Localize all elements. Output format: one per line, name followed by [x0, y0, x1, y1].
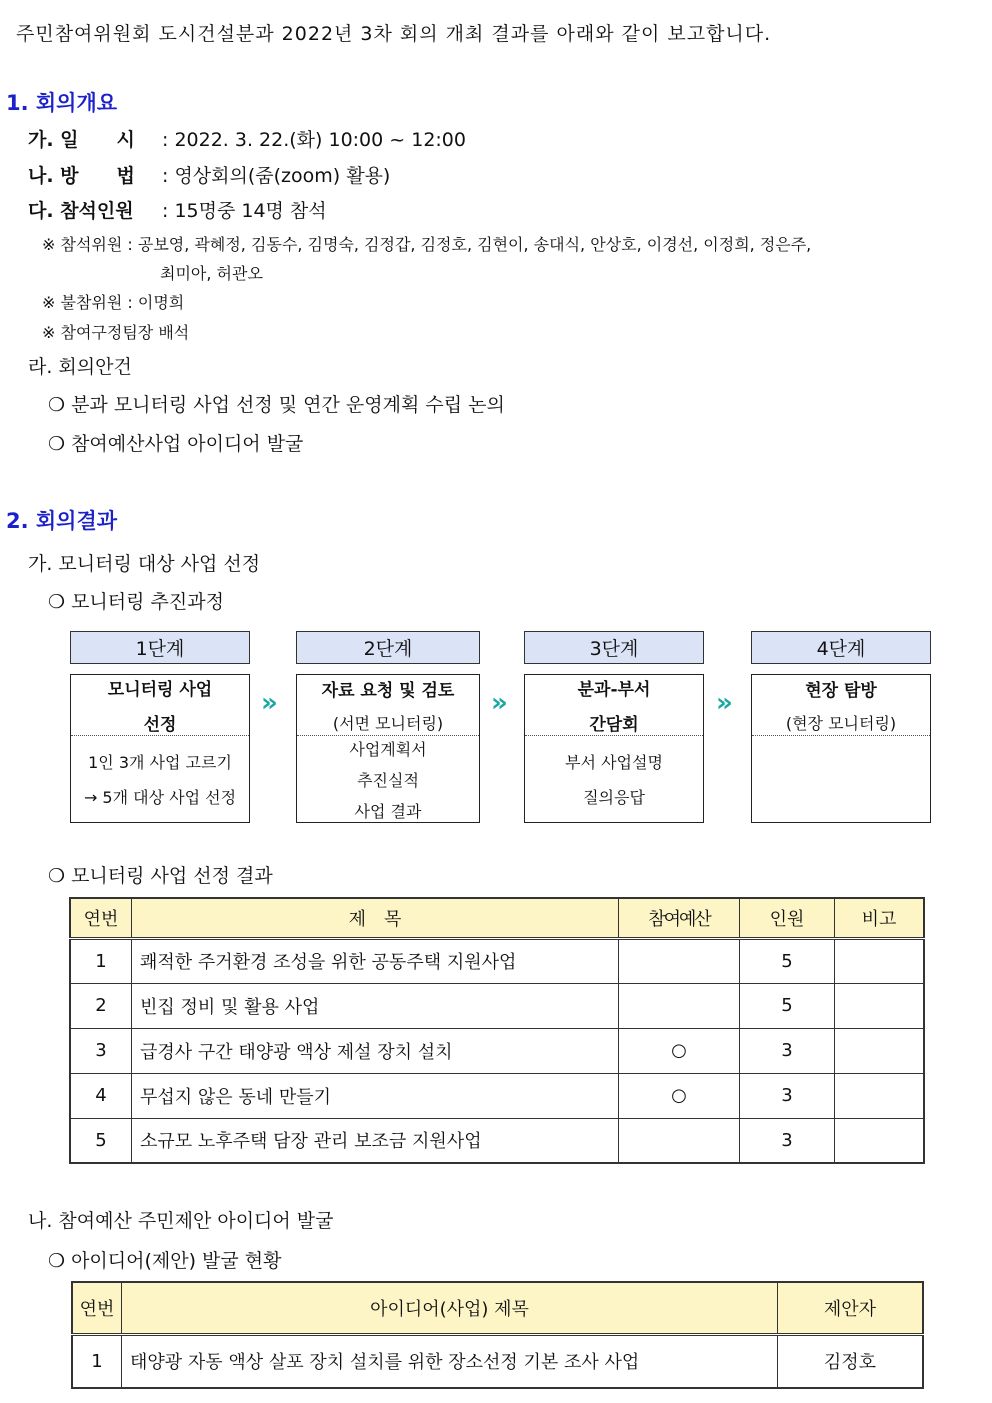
stage-4-header: 4단계 — [751, 631, 931, 664]
cell-count: 5 — [740, 938, 835, 983]
cell-number: 3 — [70, 1028, 132, 1073]
stage-subtitle: (서면 모니터링) — [332, 714, 444, 733]
table-row — [70, 1073, 924, 1118]
cell-number: 5 — [70, 1118, 132, 1163]
table-row — [70, 1118, 924, 1163]
double-chevron-right-icon: » — [716, 688, 733, 718]
stage-subtitle: (현장 모니터링) — [785, 714, 897, 733]
result-label: ❍ 모니터링 사업 선정 결과 — [48, 865, 273, 887]
sub-a-title: 가. 모니터링 대상 사업 선정 — [28, 553, 261, 575]
section2-title: 2. 회의결과 — [6, 509, 118, 533]
table-row — [72, 1334, 923, 1388]
cell-budget — [619, 938, 740, 983]
cell-note — [835, 1028, 925, 1073]
stage-line: 1인 3개 사업 고르기 — [88, 753, 232, 772]
stage-title: 모니터링 사업 — [107, 680, 213, 700]
col-header: 참여예산 — [619, 898, 740, 938]
stage-3-header: 3단계 — [524, 631, 704, 664]
col-header: 연번 — [72, 1282, 122, 1334]
idea-table — [71, 1281, 924, 1389]
table-header-row — [72, 1282, 923, 1334]
cell-note — [835, 1073, 925, 1118]
stage-line: 사업계획서 — [349, 739, 427, 759]
stage-2-header: 2단계 — [296, 631, 480, 664]
agenda-item: ❍ 분과 모니터링 사업 선정 및 연간 운영계획 수립 논의 — [48, 394, 505, 416]
stage-1-header: 1단계 — [70, 631, 250, 664]
stage-line: 사업 결과 — [354, 801, 422, 821]
cell-budget: ○ — [619, 1028, 740, 1073]
cell-title: 무섭지 않은 동네 만들기 — [132, 1073, 619, 1118]
col-header: 연번 — [70, 898, 132, 938]
cell-title: 급경사 구간 태양광 액상 제설 장치 설치 — [132, 1028, 619, 1073]
table-header-row — [70, 898, 924, 938]
double-chevron-right-icon: » — [491, 688, 508, 718]
cell-title: 쾌적한 주거환경 조성을 위한 공동주택 지원사업 — [132, 938, 619, 983]
stage-4-box — [751, 674, 931, 823]
agenda-label: 라. 회의안건 — [28, 356, 132, 378]
cell-note — [835, 1118, 925, 1163]
col-header: 인원 — [740, 898, 835, 938]
double-chevron-right-icon: » — [261, 688, 278, 718]
stage-line: 질의응답 — [583, 788, 645, 807]
staff-note: ※ 참여구정팀장 배석 — [42, 323, 190, 342]
col-header: 제안자 — [778, 1282, 924, 1334]
stage-title: 자료 요청 및 검토 — [321, 681, 455, 701]
selection-table — [69, 897, 925, 1164]
cell-count: 3 — [740, 1073, 835, 1118]
stage-2-box — [296, 674, 480, 823]
stage-title: 간담회 — [589, 715, 639, 735]
col-header: 비고 — [835, 898, 925, 938]
stage-line: 부서 사업설명 — [565, 753, 663, 772]
absent-note: ※ 불참위원 : 이명희 — [42, 293, 185, 312]
method-label: 나. 방 법 — [28, 165, 135, 187]
sub-b-title: 나. 참여예산 주민제안 아이디어 발굴 — [28, 1210, 334, 1232]
attendees-label: 다. 참석인원 — [28, 200, 134, 222]
stage-3-box — [524, 674, 704, 823]
stage-line: → 5개 대상 사업 선정 — [83, 788, 237, 807]
stage-line: 추진실적 — [357, 770, 419, 790]
cell-title: 빈집 정비 및 활용 사업 — [132, 983, 619, 1028]
stage-1-box — [70, 674, 250, 823]
attendees-value: : 15명중 14명 참석 — [162, 200, 327, 222]
present-note: ※ 참석위원 : 공보영, 곽혜정, 김동수, 김명숙, 김정갑, 김정호, 김현이, 송대식, 안상호, 이경선, 이정희, 정은주, — [42, 235, 812, 254]
cell-budget: ○ — [619, 1073, 740, 1118]
cell-title: 태양광 자동 액상 살포 장치 설치를 위한 장소선정 기본 조사 사업 — [122, 1334, 778, 1388]
process-label: ❍ 모니터링 추진과정 — [48, 591, 224, 613]
date-value: : 2022. 3. 22.(화) 10:00 ~ 12:00 — [162, 129, 466, 151]
stage-title: 분과-부서 — [577, 680, 651, 700]
cell-note — [835, 983, 925, 1028]
cell-number: 4 — [70, 1073, 132, 1118]
cell-count: 5 — [740, 983, 835, 1028]
cell-number: 1 — [70, 938, 132, 983]
date-label: 가. 일 시 — [28, 129, 135, 151]
cell-count: 3 — [740, 1118, 835, 1163]
col-header: 제 목 — [132, 898, 619, 938]
cell-proposer: 김정호 — [778, 1334, 924, 1388]
idea-label: ❍ 아이디어(제안) 발굴 현황 — [48, 1250, 282, 1272]
section1-title: 1. 회의개요 — [6, 91, 118, 115]
table-row — [70, 983, 924, 1028]
cell-number: 2 — [70, 983, 132, 1028]
cell-count: 3 — [740, 1028, 835, 1073]
table-row — [70, 938, 924, 983]
col-header: 아이디어(사업) 제목 — [122, 1282, 778, 1334]
cell-number: 1 — [72, 1334, 122, 1388]
agenda-item: ❍ 참여예산사업 아이디어 발굴 — [48, 433, 304, 455]
stage-title: 현장 탐방 — [805, 681, 877, 701]
cell-budget — [619, 1118, 740, 1163]
cell-title: 소규모 노후주택 담장 관리 보조금 지원사업 — [132, 1118, 619, 1163]
method-value: : 영상회의(줌(zoom) 활용) — [162, 165, 391, 187]
cell-budget — [619, 983, 740, 1028]
stage-title: 선정 — [143, 715, 177, 735]
intro-text: 주민참여위원회 도시건설분과 2022년 3차 회의 개최 결과를 아래와 같이 보고합니다. — [16, 23, 772, 45]
cell-note — [835, 938, 925, 983]
present-note-cont: 최미아, 허관오 — [160, 264, 263, 283]
table-row — [70, 1028, 924, 1073]
